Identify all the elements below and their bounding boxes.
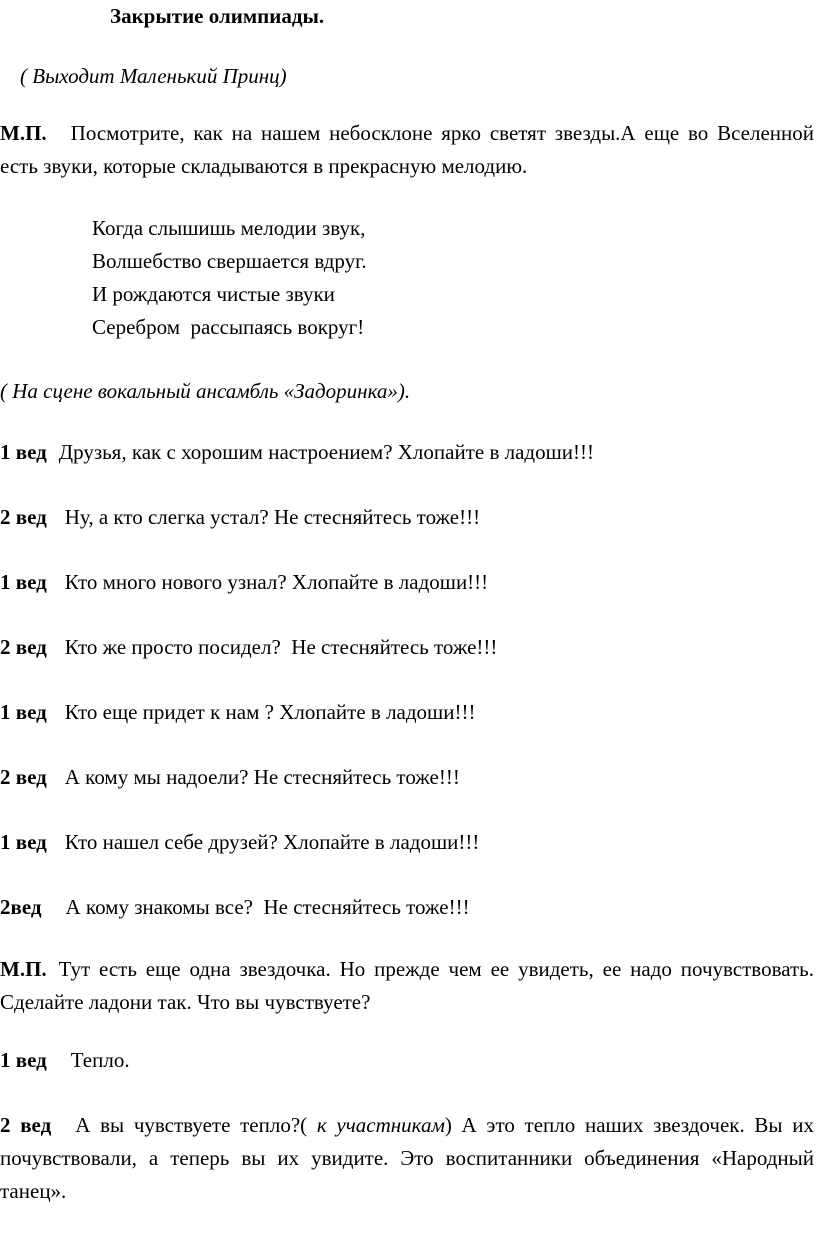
dialogue-line	[0, 826, 814, 859]
speech-text: Посмотрите, как на нашем небосклоне ярко светят звезды.А еще во Вселенной есть звуки, которые складываются в прекрасную мелодию.	[0, 121, 814, 178]
document-title: Закрытие олимпиады.	[110, 4, 325, 28]
poem-line: Волшебство свершается вдруг.	[92, 249, 367, 273]
speaker-label: 2 вед	[0, 635, 47, 659]
mp-speech-1	[0, 117, 814, 183]
line-text: Тепло.	[70, 1048, 130, 1072]
mp-speech-2	[0, 953, 814, 1019]
dialogue-line	[0, 436, 814, 469]
speech-text-after: ) А это тепло наших звездочек. Вы их почувствовали, а теперь вы их увидите. Это воспитанники объединения «Народный танец».	[0, 1113, 814, 1203]
line-text: Друзья, как с хорошим настроением? Хлопайте в ладоши!!!	[58, 440, 594, 464]
speaker-label: 1 вед	[0, 440, 47, 464]
speaker-label: 1 вед	[0, 700, 47, 724]
speaker-label: 2вед	[0, 895, 42, 919]
line-text: А кому знакомы все? Не стесняйтесь тоже!!!	[65, 895, 470, 919]
stage-aside: к участникам	[307, 1113, 445, 1137]
speaker-label: 2 вед	[0, 505, 47, 529]
dialogue-line	[0, 631, 814, 664]
poem-line: И рождаются чистые звуки	[92, 282, 335, 306]
speaker-label: 2 вед	[0, 765, 47, 789]
poem-line: Серебром рассыпаясь вокруг!	[92, 315, 365, 339]
dialogue-line	[0, 1044, 814, 1077]
speaker-label: 1 вед	[0, 570, 47, 594]
dialogue-line	[0, 891, 814, 924]
speaker-label: 2 вед	[0, 1113, 52, 1137]
stage-direction-ensemble: ( На сцене вокальный ансамбль «Задоринка»).	[0, 379, 411, 403]
dialogue-line	[0, 696, 814, 729]
line-text: А кому мы надоели? Не стесняйтесь тоже!!!	[64, 765, 460, 789]
line-text: Ну, а кто слегка устал? Не стесняйтесь тоже!!!	[64, 505, 481, 529]
poem	[92, 212, 367, 344]
line-text: Кто нашел себе друзей? Хлопайте в ладоши!!!	[64, 830, 480, 854]
speaker-label: М.П.	[0, 121, 47, 145]
dialogue-line	[0, 761, 814, 794]
speaker-label: М.П.	[0, 957, 47, 981]
speaker-label: 1 вед	[0, 1048, 47, 1072]
speech-text-before: А вы чувствуете тепло?(	[75, 1113, 308, 1137]
dialogue-line	[0, 501, 814, 534]
line-text: Кто же просто посидел? Не стесняйтесь тоже!!!	[64, 635, 498, 659]
speech-text: Тут есть еще одна звездочка. Но прежде чем ее увидеть, ее надо почувствовать. Сделайте ладони так. Что вы чувствуете?	[0, 957, 814, 1014]
line-text: Кто еще придет к нам ? Хлопайте в ладоши!!!	[64, 700, 476, 724]
speaker-label: 1 вед	[0, 830, 47, 854]
dialogue-line	[0, 566, 814, 599]
ved-final-speech	[0, 1109, 814, 1208]
line-text: Кто много нового узнал? Хлопайте в ладоши!!!	[64, 570, 489, 594]
stage-direction-prince-enters: ( Выходит Маленький Принц)	[20, 64, 287, 88]
poem-line: Когда слышишь мелодии звук,	[92, 216, 366, 240]
